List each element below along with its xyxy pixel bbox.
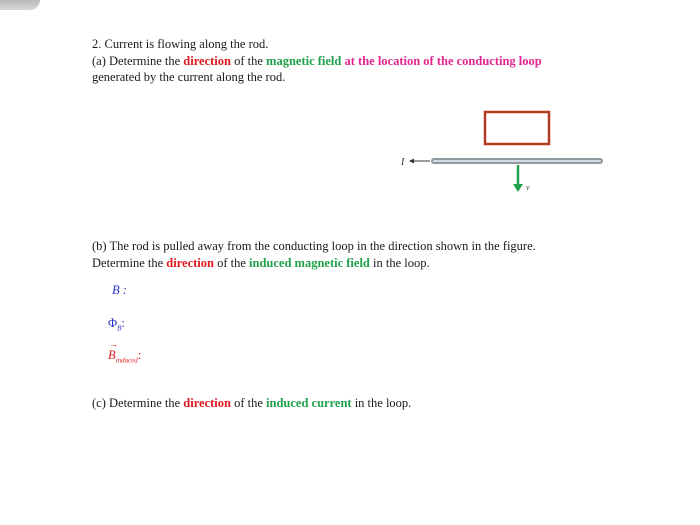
b-induced-letter: → B [108,339,118,362]
part-a-pre: (a) Determine the [92,54,184,68]
current-label: I [401,157,405,168]
conducting-loop [485,112,549,144]
b-induced-subscript: induced [115,356,138,365]
part-b-pre: Determine the [92,256,167,270]
part-c-direction: direction [183,396,231,410]
part-b-field: induced magnetic field [249,256,370,270]
part-b-line1: (b) The rod is pulled away from the conducting loop in the direction shown in the figure. [92,239,536,253]
flux-subscript: B [117,324,122,333]
b-induced-colon: : [137,348,142,362]
part-a-field: magnetic field [266,54,342,68]
question-title: 2. Current is flowing along the rod. [92,37,269,51]
part-c-pre: (c) Determine the [92,396,184,410]
part-b-line2 [92,255,430,271]
part-c-post: in the loop. [351,396,412,410]
part-c-mid: of the [230,396,267,410]
vector-arrow-icon: → [109,339,118,349]
part-a-line2: generated by the current along the rod. [92,70,286,84]
b-symbol: B : [112,283,127,297]
flux-colon: : [121,316,125,330]
flux-symbol [108,316,125,333]
part-b-post: in the loop. [369,256,430,270]
b-induced-symbol [108,339,142,365]
part-b-direction: direction [166,256,214,270]
part-a-mid: of the [230,54,267,68]
part-a-location: at the location of the conducting loop [341,54,542,68]
part-c-current: induced current [266,396,352,410]
velocity-label: v [526,183,530,192]
velocity-arrowhead [513,184,523,192]
flux-phi: Φ [108,316,118,330]
part-c-line [92,395,411,411]
part-a-direction: direction [183,54,231,68]
part-b-mid: of the [213,256,250,270]
current-arrowhead [409,159,414,164]
